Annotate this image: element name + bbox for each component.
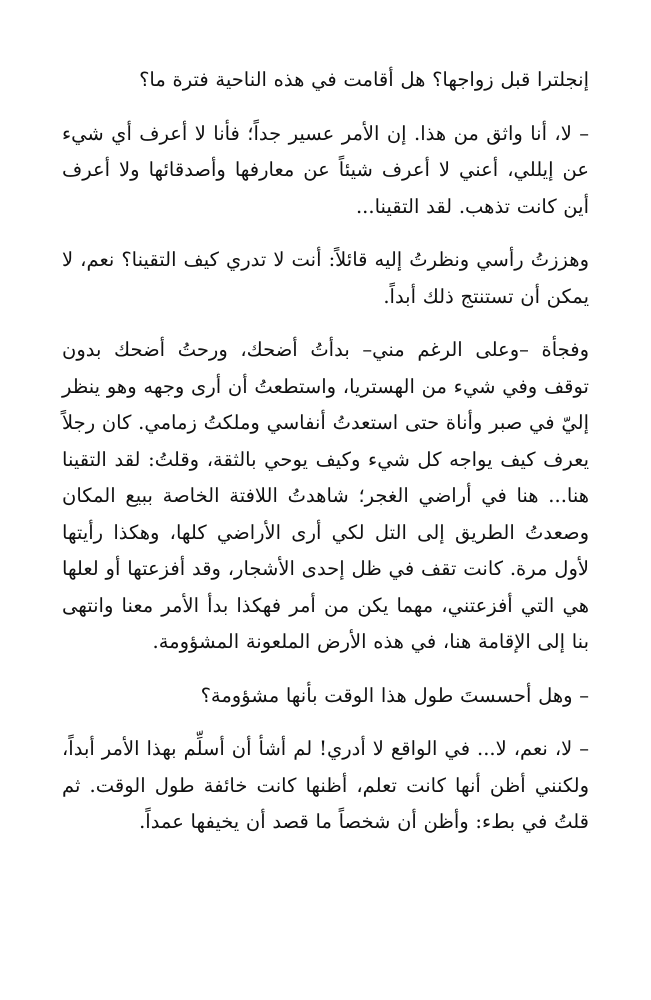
paragraph-2: – لا، أنا واثق من هذا. إن الأمر عسير جداً؛ فأنا لا أعرف أي شيء عن إيللي، أعني لا أعرف شيئاً عن معارفها وأصدقائها ولا أعرف أين كانت تذهب. لقد التقينا... (62, 121, 589, 218)
paragraph-5: – وهل أحسستَ طول هذا الوقت بأنها مشؤومة؟ (200, 683, 589, 707)
paragraph-4: وفجأة –وعلى الرغم مني– بدأتُ أضحك، ورحتُ أضحك بدون توقف وفي شيء من الهستريا، واستطعتُ أن أرى وجهه وهو ينظر إليّ في صبر وأناة حتى استعدتُ أنفاسي وملكتُ زمامي. كان رجلاً يعرف كيف يواجه كل شيء وكيف يوحي بالثقة، وقلتُ: لقد التقينا هنا... هنا في أراضي الغجر؛ شاهدتُ اللافتة الخاصة ببيع المكان وصعدتُ الطريق إلى التل لكي أرى الأراضي كلها، وهكذا رأيتها لأول مرة. كانت تقف في ظل إحدى الأشجار، وقد أفزعتها أو لعلها هي التي أفزعتني، مهما يكن من أمر فهكذا بدأ الأمر معنا وانتهى بنا إلى الإقامة هنا، في هذه الأرض الملعونة المشؤومة. (62, 338, 589, 653)
paragraph-6: – لا، نعم، لا... في الواقع لا أدري! لم أشأ أن أسلِّم بهذا الأمر أبداً، ولكنني أظن أنها كانت تعلم، أظنها كانت خائفة طول الوقت. ثم قلتُ في بطء: وأظن أن شخصاً ما قصد أن يخيفها عمداً. (62, 737, 589, 833)
paragraph-1: إنجلترا قبل زواجها؟ هل أقامت في هذه الناحية فترة ما؟ (139, 68, 589, 91)
paragraph-3: وهززتُ رأسي ونظرتُ إليه قائلاً: أنت لا تدري كيف التقينا؟ نعم، لا يمكن أن تستنتج ذلك أبداً. (62, 248, 589, 308)
